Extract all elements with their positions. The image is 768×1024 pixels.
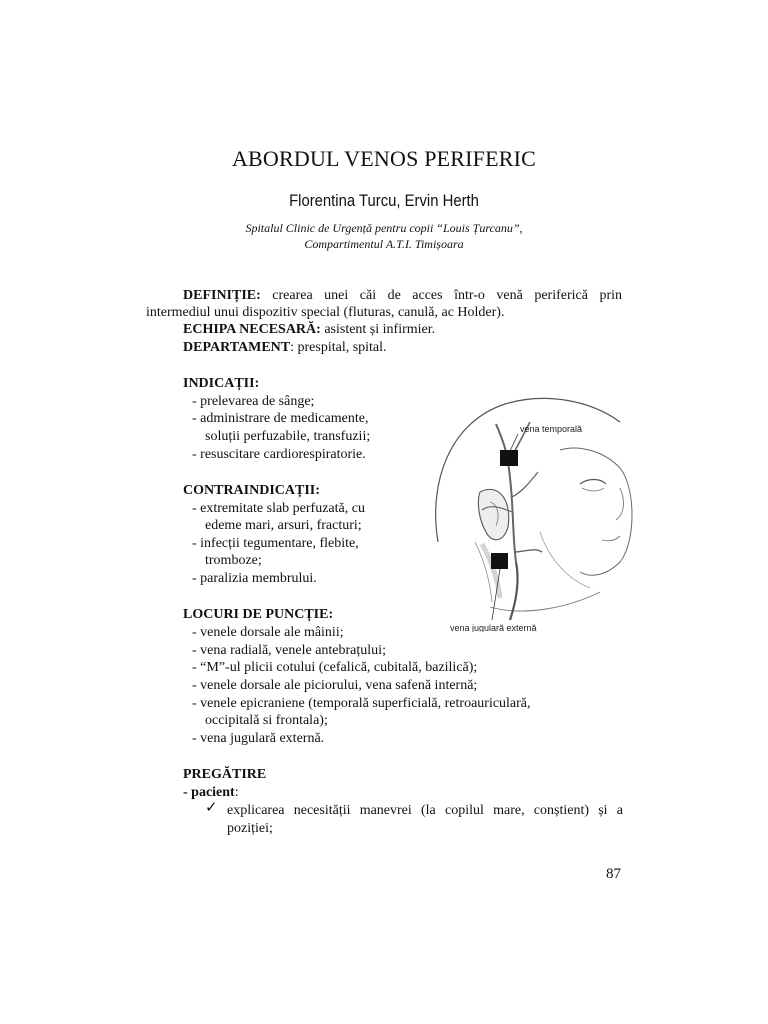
contraindication-item: - extremitate slab perfuzată, cu bbox=[192, 501, 365, 516]
affiliation-line-2: Compartimentul A.T.I. Timișoara bbox=[304, 237, 464, 251]
department-line bbox=[183, 339, 387, 356]
team-label: ECHIPA NECESARĂ: bbox=[183, 322, 321, 337]
affiliation-line-1: Spitalul Clinic de Urgență pentru copii “Louis Țurcanu”, bbox=[245, 221, 523, 235]
department-text: : prespital, spital. bbox=[290, 340, 387, 355]
jugular-insertion-marker bbox=[491, 553, 508, 569]
team-text: asistent și infirmier. bbox=[320, 322, 436, 337]
document-title: ABORDUL VENOS PERIFERIC bbox=[231, 146, 537, 171]
preparation-subheading bbox=[183, 784, 239, 801]
definition-line-2: intermediul unui dispozitiv special (fluturas, canulă, ac Holder). bbox=[146, 305, 505, 320]
puncture-sites-heading: LOCURI DE PUNCȚIE: bbox=[183, 607, 334, 622]
puncture-site-item: - venele dorsale ale mâinii; bbox=[192, 625, 344, 640]
puncture-site-item: - venele epicraniene (temporală superficială, retroauriculară, bbox=[192, 696, 531, 711]
contraindication-item: - infecții tegumentare, flebite, bbox=[192, 536, 359, 551]
department-label: DEPARTAMENT bbox=[183, 340, 291, 355]
puncture-site-item: occipitală si frontala); bbox=[205, 713, 328, 728]
definition-label: DEFINIȚIE: bbox=[183, 288, 261, 303]
team-line bbox=[183, 321, 435, 338]
puncture-site-item: - vena jugulară externă. bbox=[192, 731, 325, 746]
indication-item: soluții perfuzabile, transfuzii; bbox=[205, 429, 371, 444]
temporal-insertion-marker bbox=[500, 450, 518, 466]
contraindication-item: - paralizia membrului. bbox=[192, 571, 317, 586]
indication-item: - administrare de medicamente, bbox=[192, 411, 369, 426]
contraindications-heading: CONTRAINDICAȚII: bbox=[183, 483, 320, 498]
preparation-heading: PREGĂTIRE bbox=[183, 767, 267, 782]
temporal-vein-label: vena temporală bbox=[520, 424, 583, 434]
patient-label: - pacient bbox=[183, 785, 235, 800]
preparation-item-line-2: poziției; bbox=[227, 821, 273, 836]
head-vein-illustration bbox=[430, 392, 640, 632]
definition-line-1 bbox=[183, 287, 622, 304]
checkmark-icon: ✓ bbox=[205, 800, 218, 816]
definition-text-1: crearea unei căi de acces într-o venă periferică prin bbox=[260, 288, 622, 303]
puncture-site-item: - vena radială, venele antebrațului; bbox=[192, 643, 386, 658]
indications-heading: INDICAȚII: bbox=[183, 376, 260, 391]
puncture-site-item: - “M”-ul plicii cotului (cefalică, cubitală, bazilică); bbox=[192, 660, 478, 675]
puncture-site-item: - venele dorsale ale piciorului, vena safenă internă; bbox=[192, 678, 478, 693]
indication-item: - resuscitare cardiorespiratorie. bbox=[192, 447, 366, 462]
indication-item: - prelevarea de sânge; bbox=[192, 394, 315, 409]
page-number: 87 bbox=[606, 866, 621, 882]
patient-colon: : bbox=[234, 785, 239, 800]
contraindication-item: edeme mari, arsuri, fracturi; bbox=[205, 518, 362, 533]
contraindication-item: tromboze; bbox=[205, 553, 262, 568]
jugular-vein-label: vena jugulară externă bbox=[450, 623, 537, 632]
authors: Florentina Turcu, Ervin Herth bbox=[289, 192, 479, 210]
preparation-item-line-1: explicarea necesității manevrei (la copilul mare, conștient) și a bbox=[227, 803, 623, 818]
